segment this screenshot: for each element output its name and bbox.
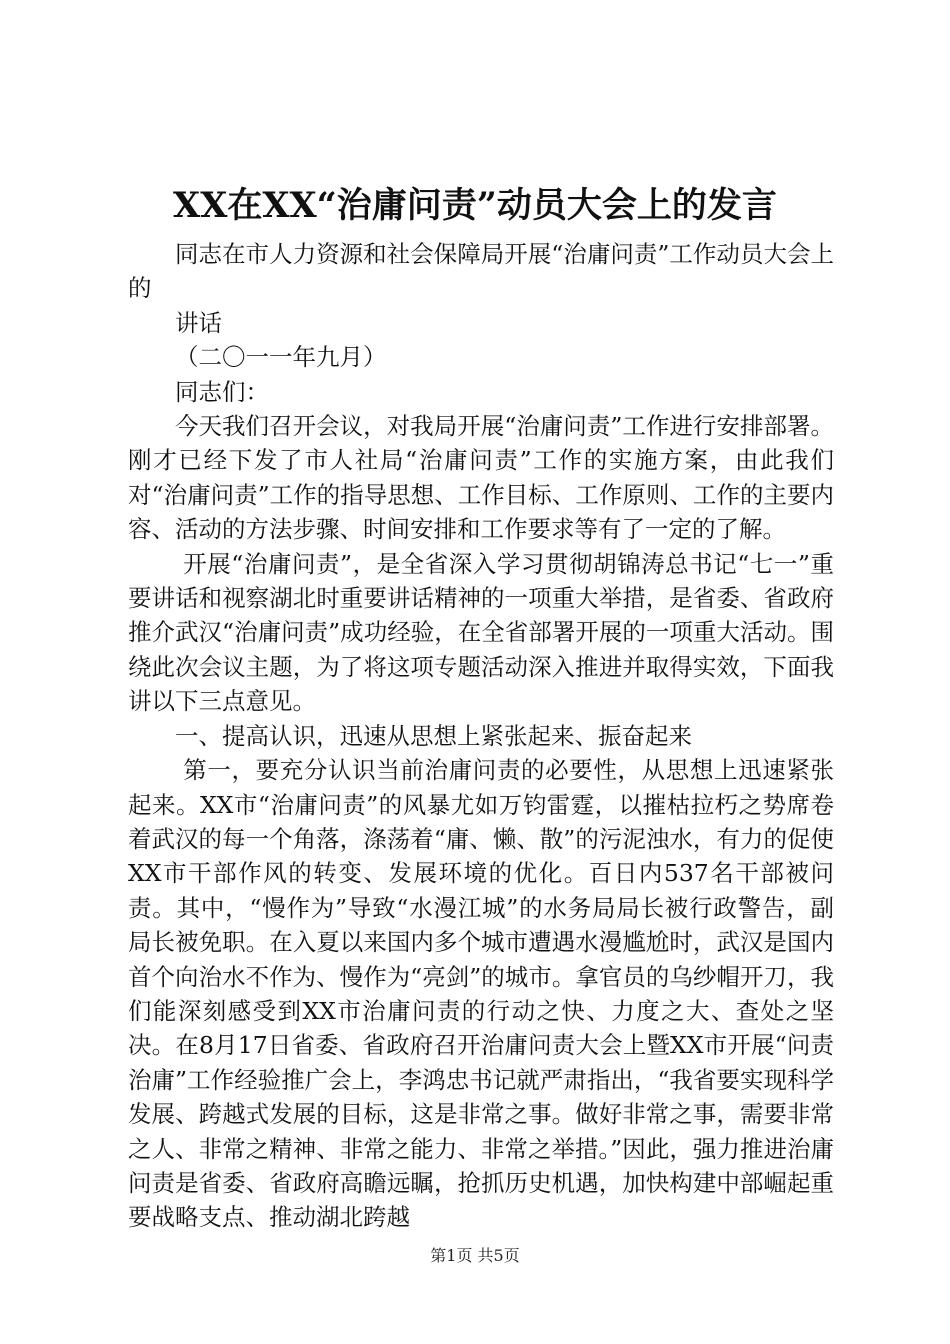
paragraph-date: （二〇一一年九月） [175,343,387,372]
paragraph-intro: 同志在市人力资源和社会保障局开展“治庸问责”工作动员大会上的 [128,240,834,303]
document-title: XX在XX“治庸问责”动员大会上的发言 [173,185,777,226]
paragraph-point-1: 第一，要充分认识当前治庸问责的必要性，从思想上迅速紧张起来。XX市“治庸问责”的风暴尤如万钧雷霆，以摧枯拉朽之势席卷着武汉的每一个角落，涤荡着“庸、懒、散”的污泥浊水，有力的促使XX市干部作风的转变、发展环境的优化。百日内537名干部被问责。其中，“慢作为”导致“水漫江城”的水务局局长被行政警告，副局长被免职。在入夏以来国内多个城市遭遇水漫尴尬时，武汉是国内首个向治水不作为、慢作为“亮剑”的城市。拿官员的乌纱帽开刀，我们能深刻感受到XX市治庸问责的行动之快、力度之大、查处之坚决。在8月17日省委、省政府召开治庸问责大会上暨XX市开展“问责治庸”工作经验推广会上，李鸿忠书记就严肃指出，“我省要实现科学发展、跨越式发展的目标，这是非常之事。做好非常之事，需要非常之人、非常之精神、非常之能力、非常之举措。”因此，强力推进治庸问责是省委、省政府高瞻远瞩，抢抓历史机遇，加快构建中部崛起重要战略支点、推动湖北跨越 [128,756,834,1232]
paragraph-opening: 今天我们召开会议，对我局开展“治庸问责”工作进行安排部署。刚才已经下发了市人社局“治庸问责”工作的实施方案，由此我们对“治庸问责”工作的指导思想、工作目标、工作原则、工作的主要内容、活动的方法步骤、时间安排和工作要求等有了一定的了解。 [128,412,834,544]
paragraph-speech-label: 讲话 [175,308,222,337]
paragraph-background: 开展“治庸问责”，是全省深入学习贯彻胡锦涛总书记“七一”重要讲话和视察湖北时重要讲话精神的一项重大举措，是省委、省政府推介武汉“治庸问责”成功经验，在全省部署开展的一项重大活动。围绕此次会议主题，为了将这项专题活动深入推进并取得实效，下面我讲以下三点意见。 [128,549,834,716]
paragraph-salutation: 同志们： [175,377,269,406]
page-footer: 第1页 共5页 [430,1246,520,1265]
section-heading-1: 一、提高认识，迅速从思想上紧张起来、振奋起来 [175,721,692,750]
document-body [128,237,834,1235]
